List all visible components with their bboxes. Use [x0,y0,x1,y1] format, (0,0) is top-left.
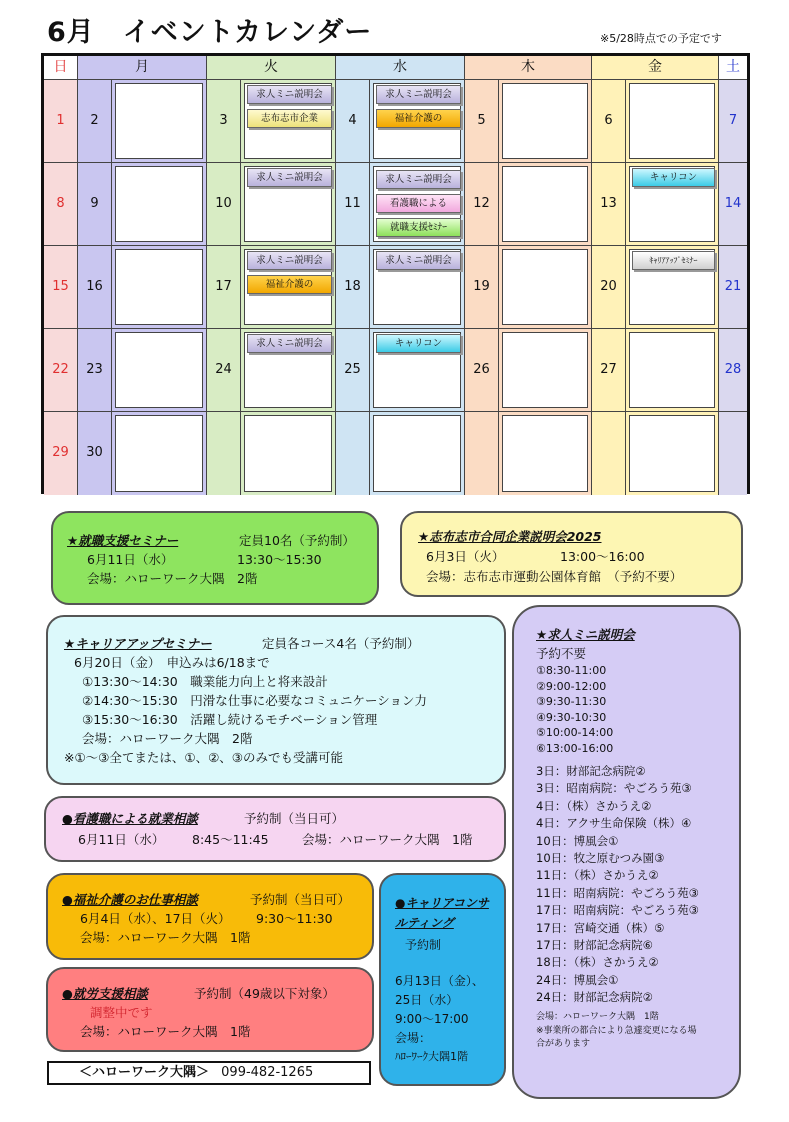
company-entry: 11日：（株）さかうえ② [536,868,659,883]
day-number: 19 [473,278,490,294]
day-number: 30 [86,444,103,460]
day-number-cell [592,246,626,328]
event-tag-fukushi[interactable]: 福祉介護の [247,275,332,294]
day-events-cell [241,80,336,162]
event-tag-kyujin[interactable]: 求人ミニ説明会 [247,251,332,270]
day-number: 1 [56,112,65,128]
day-events-cell [112,163,207,245]
day-events-area [629,166,715,242]
day-events-cell [112,329,207,411]
day-number: 12 [473,195,490,211]
day-number-cell [465,412,499,495]
day-events-cell [112,412,207,495]
day-number: 10 [215,195,232,211]
box-note: ※事業所の都合により急遽変更になる場 [536,1026,697,1036]
day-number-cell [44,163,78,245]
box-place: 会場：志布志市運動公園体育館 （予約不要） [426,569,683,584]
day-number: 24 [215,361,232,377]
company-entry: 10日：牧之原むつみ園③ [536,851,665,866]
time-slot: ②9:00-12:00 [536,679,607,693]
day-number: 6 [604,112,613,128]
box-reservation: 予約制 [405,938,442,952]
day-number-cell [44,246,78,328]
company-list [536,763,699,1007]
box-date-cont: 25日（水） [395,993,459,1007]
box-title: ★求人ミニ説明会 [536,627,635,642]
day-events-area [502,249,588,325]
company-entry: 24日：財部記念病院② [536,990,653,1005]
day-number-cell [44,329,78,411]
event-tag-shushoku[interactable]: 就職支援ｾﾐﾅｰ [376,218,461,237]
day-events-area [244,83,332,159]
event-tag-kyujin[interactable]: 求人ミニ説明会 [376,85,461,104]
day-number-cell [465,163,499,245]
week-row [44,80,747,163]
day-events-area [115,249,203,325]
company-entry: 17日：昭南病院：やごろう苑③ [536,903,699,918]
company-entry: 3日：昭南病院：やごろう苑③ [536,781,692,796]
box-time: 13:30～15:30 [237,552,322,567]
day-number: 8 [56,195,65,211]
day-events-cell [370,412,465,495]
day-number-cell [592,80,626,162]
time-slot: ⑤10:00-14:00 [536,726,614,740]
day-events-area [629,415,715,492]
day-number-cell [592,329,626,411]
event-tag-kyujin[interactable]: 求人ミニ説明会 [247,334,332,353]
box-title: ●福祉介護のお仕事相談 [62,892,198,907]
day-events-cell [112,246,207,328]
day-events-area [373,83,461,159]
box-title: ★キャリアアップセミナー [64,636,212,651]
box-date: 6月4日（水）、17日（火） [80,911,231,926]
day-number-cell [78,246,112,328]
day-events-cell [370,329,465,411]
day-events-area [115,83,203,159]
day-number: 17 [215,278,232,294]
day-events-area [244,415,332,492]
day-events-area [244,332,332,408]
day-events-area [629,83,715,159]
week-row [44,246,747,329]
day-number: 28 [724,361,742,377]
company-entry: 11日：昭南病院：やごろう苑③ [536,885,699,900]
day-events-area [373,166,461,242]
day-number-cell [207,412,241,495]
day-number: 26 [473,361,490,377]
event-tag-kyujin[interactable]: 求人ミニ説明会 [247,168,332,187]
box-capacity: 定員10名（予約制） [239,533,355,548]
day-number-cell [719,80,747,162]
day-events-area [244,249,332,325]
weekday-tue: 火 [207,56,336,80]
day-number: 2 [90,112,99,128]
day-number-cell [719,412,747,495]
day-number-cell [719,163,747,245]
event-tag-shibushi[interactable]: 志布志市企業 [247,109,332,128]
box-reservation: 予約制（49歳以下対象） [194,986,335,1001]
course-1: ①13:30～14:30 職業能力向上と将来設計 [82,674,328,689]
day-events-cell [626,412,719,495]
day-events-cell [241,412,336,495]
day-number-cell [44,80,78,162]
day-number-cell [78,329,112,411]
box-title-cont: ルティング [395,916,454,930]
time-slot-list [536,663,613,757]
day-events-cell [112,80,207,162]
day-number-cell [719,329,747,411]
company-entry: 17日：宮崎交通（株）⑤ [536,920,665,935]
day-events-cell [499,329,592,411]
day-events-cell [499,246,592,328]
weekday-fri: 金 [592,56,719,80]
office-tel: 099-482-1265 [221,1065,314,1080]
box-careerup-seminar [46,615,506,785]
day-number: 29 [52,444,69,460]
box-career-consulting [379,873,506,1086]
company-entry: 10日：博風会① [536,833,619,848]
day-events-cell [370,163,465,245]
day-number-cell [207,246,241,328]
day-number-cell [78,412,112,495]
event-tag-career[interactable]: キャリコン [632,168,715,187]
day-number-cell [207,80,241,162]
weekday-sun: 日 [44,56,78,80]
day-events-area [373,415,461,492]
day-events-cell [241,246,336,328]
day-number: 27 [600,361,617,377]
box-time: 9:30～11:30 [256,911,333,926]
day-number: 5 [477,112,486,128]
company-entry: 4日：（株）さかうえ② [536,798,652,813]
day-number: 4 [348,112,357,128]
weekday-sat: 土 [719,56,747,80]
day-number-cell [592,412,626,495]
day-events-cell [499,412,592,495]
day-number-cell [207,329,241,411]
day-events-area [502,166,588,242]
box-capacity: 定員各コース4名（予約制） [262,636,420,651]
box-time: 9:00～17:00 [395,1012,469,1026]
box-kango-consult [44,796,506,862]
day-number: 3 [219,112,228,128]
day-number-cell [336,246,370,328]
day-number-cell [78,163,112,245]
day-events-area [115,166,203,242]
box-kyujin-mini [512,605,741,1099]
day-number: 23 [86,361,103,377]
box-time: 13:00～16:00 [560,549,645,564]
day-number: 25 [344,361,361,377]
week-row [44,412,747,495]
weekday-mon: 月 [78,56,207,80]
box-time: 8:45～11:45 [192,832,269,847]
box-date: 6月11日（水） [87,552,174,567]
box-shushoku-seminar [51,511,379,605]
course-2: ②14:30～15:30 円滑な仕事に必要なコミュニケーション力 [82,693,428,708]
day-number: 14 [724,195,742,211]
company-entry: 4日：アクサ生命保険（株）④ [536,816,692,831]
day-events-area [502,415,588,492]
day-number-cell [465,80,499,162]
box-title: ●就労支援相談 [62,986,148,1001]
day-number-cell [44,412,78,495]
day-events-cell [626,329,719,411]
time-slot: ④9:30-10:30 [536,710,607,724]
company-entry: 24日：博風会① [536,972,619,987]
box-shibushi-fair [400,511,743,597]
box-place: 会場：ハローワーク大隅 1階 [80,1024,251,1039]
day-number-cell [336,80,370,162]
box-note: ※①～③全てまたは、①、②、③のみでも受講可能 [64,750,344,765]
day-events-cell [370,80,465,162]
event-tag-fukushi[interactable]: 福祉介護の [376,109,461,128]
box-place: 会場：ハローワーク大隅 1階 [80,930,251,945]
event-tag-career[interactable]: キャリコン [376,334,461,353]
day-number: 11 [344,195,361,211]
company-entry: 3日：財部記念病院② [536,764,646,778]
box-reservation: 予約制（当日可） [244,811,345,826]
day-events-area [373,332,461,408]
day-events-area [244,166,332,242]
time-slot: ③9:30-11:30 [536,695,607,709]
week-row [44,329,747,412]
box-place-cont: ﾊﾛｰﾜｰｸ大隅1階 [395,1050,468,1063]
day-events-area [373,249,461,325]
box-date: 6月3日（火） [426,549,505,564]
day-events-cell [241,163,336,245]
box-title: ★就職支援セミナー [67,533,179,548]
event-tag-kyujin[interactable]: 求人ミニ説明会 [376,251,461,270]
box-reservation: 予約不要 [536,646,587,661]
box-place: 会場： [395,1031,432,1045]
office-name: ＜ハローワーク大隅＞ [79,1065,210,1080]
day-number: 20 [600,278,617,294]
weekday-thu: 木 [465,56,592,80]
course-3: ③15:30～16:30 活躍し続けるモチベーション管理 [82,712,378,727]
box-place: 会場：ハローワーク大隅 2階 [82,731,253,746]
day-events-area [115,415,203,492]
box-date: 6月20日（金） 申込みは6/18まで [74,655,270,670]
box-title: ★志布志市合同企業説明会2025 [418,529,602,544]
day-number-cell [719,246,747,328]
event-tag-careerup[interactable]: ｷｬﾘｱｱｯﾌﾟｾﾐﾅｰ [632,251,715,270]
box-note-cont: 合があります [536,1039,591,1049]
company-entry: 18日：（株）さかうえ② [536,955,659,970]
box-title: ●看護職による就業相談 [62,811,198,826]
day-events-cell [499,163,592,245]
calendar [41,53,750,494]
day-number: 7 [728,112,738,128]
day-number-cell [207,163,241,245]
week-row [44,163,747,246]
event-tag-kango[interactable]: 看護職による [376,194,461,213]
event-tag-kyujin[interactable]: 求人ミニ説明会 [247,85,332,104]
day-number-cell [336,412,370,495]
day-events-cell [241,329,336,411]
event-tag-kyujin[interactable]: 求人ミニ説明会 [376,170,461,189]
box-fukushi-consult [46,873,374,960]
day-number-cell [592,163,626,245]
time-slot: ①8:30-11:00 [536,664,607,677]
day-number: 18 [344,278,361,294]
day-number: 13 [600,195,617,211]
day-number-cell [336,163,370,245]
day-number: 16 [86,278,103,294]
day-events-cell [370,246,465,328]
day-number: 15 [52,278,69,294]
box-status: 調整中です [90,1005,153,1020]
weekday-wed: 水 [336,56,465,80]
day-events-area [502,332,588,408]
day-events-cell [499,80,592,162]
day-events-cell [626,80,719,162]
box-date: 6月13日（金）、 [395,974,484,988]
day-number-cell [465,329,499,411]
box-title: ●キャリアコンサ [395,896,489,910]
day-events-area [502,83,588,159]
company-entry: 17日：財部記念病院⑥ [536,938,653,953]
day-events-cell [626,246,719,328]
time-slot: ⑥13:00-16:00 [536,741,614,755]
day-number: 21 [724,278,742,294]
box-place: 会場：ハローワーク大隅 1階 [302,832,473,847]
day-number-cell [78,80,112,162]
day-events-area [629,249,715,325]
box-reservation: 予約制（当日可） [250,892,351,907]
day-number-cell [336,329,370,411]
day-number: 22 [52,361,69,377]
day-events-cell [626,163,719,245]
box-place: 会場：ハローワーク大隅 1階 [536,1012,659,1022]
box-place: 会場：ハローワーク大隅 2階 [87,571,258,586]
contact-bar [47,1061,371,1085]
box-date: 6月11日（水） [78,832,165,847]
day-events-area [115,332,203,408]
day-number: 9 [90,195,99,211]
box-shuro-consult [46,967,374,1052]
day-events-area [629,332,715,408]
schedule-note: ※5/28時点での予定です [600,32,722,45]
day-number-cell [465,246,499,328]
page-title: 6月 イベントカレンダー [47,17,373,48]
